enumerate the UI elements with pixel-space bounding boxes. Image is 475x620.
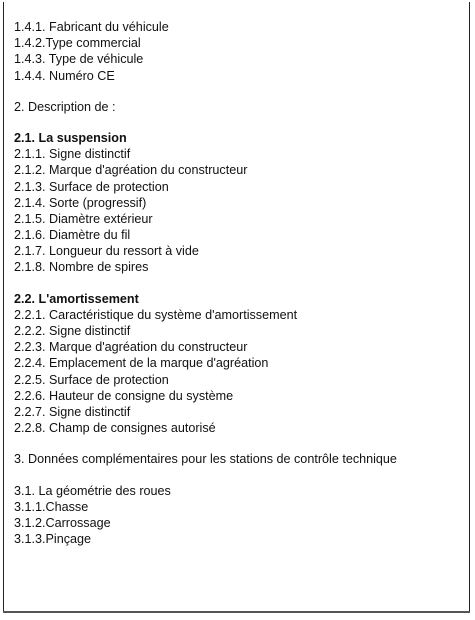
geometrie-section [14, 483, 464, 548]
list-item: 1.4.4. Numéro CE [14, 68, 115, 83]
list-item: 3.1.1.Chasse [14, 499, 89, 514]
frame-bottom-edge [3, 611, 470, 613]
list-item: 1.4.1. Fabricant du véhicule [14, 20, 169, 34]
list-item: 1.4.3. Type de véhicule [14, 52, 144, 67]
list-item: 2.1.6. Diamètre du fil [14, 228, 131, 243]
list-item: 2.2.1. Caractéristique du système d'amortissement [14, 307, 298, 322]
list-item: 2.2.8. Champ de consignes autorisé [14, 421, 216, 436]
amortissement-section [14, 291, 464, 437]
list-item: 2.1.3. Surface de protection [14, 179, 169, 194]
vehicle-info-list [14, 19, 464, 84]
list-item: 3.1.2.Carrossage [14, 515, 111, 530]
list-item: 3.1.3.Pinçage [14, 532, 92, 547]
list-item: 1.4.2.Type commercial [14, 36, 141, 51]
list-item: 2.1.2. Marque d'agréation du constructeur [14, 163, 248, 178]
list-item: 2.2.2. Signe distinctif [14, 324, 131, 338]
section-2-title: 2. Description de : [14, 99, 116, 114]
document-content [14, 19, 464, 547]
section-3-title: 3. Données complémentaires pour les stations de contrôle technique [14, 452, 397, 467]
list-item: 2.2.3. Marque d'agréation du constructeur [14, 340, 248, 355]
list-item: 2.2.5. Surface de protection [14, 372, 169, 387]
list-item: 2.1.4. Sorte (progressif) [14, 195, 147, 210]
suspension-section [14, 130, 464, 276]
list-item: 2.1.7. Longueur du ressort à vide [14, 244, 199, 259]
geometrie-heading: 3.1. La géométrie des roues [14, 483, 171, 498]
list-item: 2.1.1. Signe distinctif [14, 147, 131, 162]
list-item: 2.2.4. Emplacement de la marque d'agréation [14, 356, 269, 371]
list-item: 2.2.6. Hauteur de consigne du système [14, 388, 234, 403]
suspension-heading: 2.1. La suspension [14, 130, 127, 145]
amortissement-heading: 2.2. L'amortissement [14, 291, 139, 306]
list-item: 2.1.5. Diamètre extérieur [14, 211, 153, 226]
list-item: 2.2.7. Signe distinctif [14, 404, 131, 419]
list-item: 2.1.8. Nombre de spires [14, 260, 149, 275]
